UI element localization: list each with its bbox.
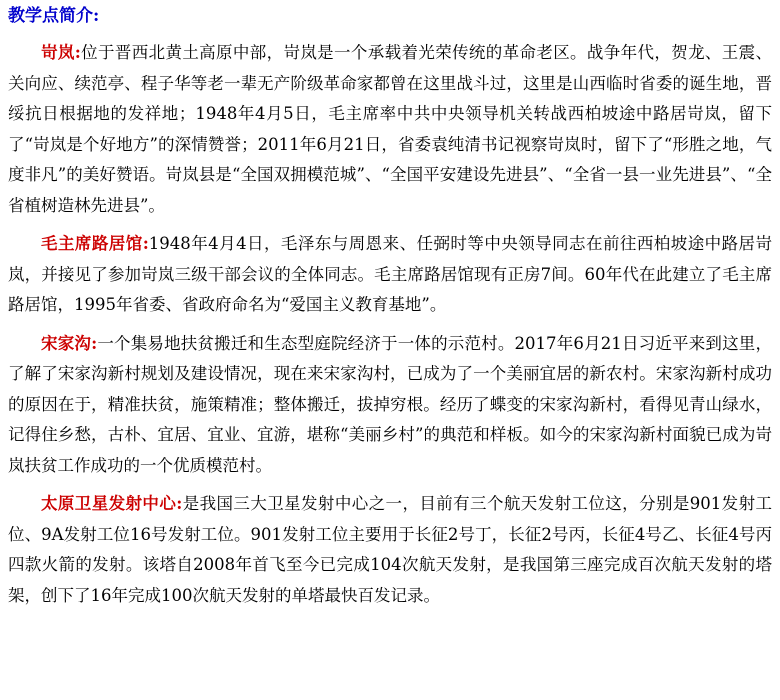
section-term: 宋家沟: (41, 333, 98, 353)
section-body: 一个集易地扶贫搬迁和生态型庭院经济于一体的示范村。2017年6月21日习近平来到这里，了解了宋家沟新村规划及建设情况，现在来宋家沟村，已成为了一个美丽宜居的新农村。宋家沟新村成功的原因在于，精准扶贫，施策精准；整体搬迁，拔掉穷根。经历了蝶变的宋家沟新村，看得见青山绿水，记得住乡愁，古朴、宜居、宜业、宜游，堪称“美丽乡村”的典范和样板。如今的宋家沟新村面貌已成为岢岚扶贫工作成功的一个优质模范村。 (8, 333, 772, 475)
section-kelan (8, 38, 772, 221)
section-term: 毛主席路居馆: (41, 234, 149, 253)
section-mao-residence (8, 229, 772, 321)
document-heading: 教学点简介: (8, 6, 100, 26)
section-term: 岢岚: (41, 43, 81, 62)
section-term: 太原卫星发射中心: (41, 494, 183, 513)
section-body: 1948年4月4日，毛泽东与周恩来、任弼时等中央领导同志在前往西柏坡途中路居岢岚，并接见了参加岢岚三级干部会议的全体同志。毛主席路居馆现有正房7间。60年代在此建立了毛主席路居馆，1995年省委、省政府命名为“爱国主义教育基地”。 (8, 234, 772, 314)
section-body: 是我国三大卫星发射中心之一，目前有三个航天发射工位这，分别是901发射工位、9A发射工位16号发射工位。901发射工位主要用于长征2号丁，长征2号丙，长征4号乙、长征4号丙四款火箭的发射。该塔自2008年首飞至今已完成104次航天发射，是我国第三座完成百次航天发射的塔架，创下了16年完成100次航天发射的单塔最快百发记录。 (8, 494, 772, 605)
section-songjiagou (8, 329, 772, 482)
section-taiyuan-launch-center (8, 489, 772, 611)
section-body: 位于晋西北黄土高原中部，岢岚是一个承载着光荣传统的革命老区。战争年代，贺龙、王震、关向应、续范亭、程子华等老一辈无产阶级革命家都曾在这里战斗过，这里是山西临时省委的诞生地，晋绥抗日根据地的发祥地；1948年4月5日，毛主席率中共中央领导机关转战西柏坡途中路居岢岚，留下了“岢岚是个好地方”的深情赞誉；2011年6月21日，省委袁纯清书记视察岢岚时，留下了“形胜之地，气度非凡”的美好赞语。岢岚县是“全国双拥模范城”、“全国平安建设先进县”、“全省一县一业先进县”、“全省植树造林先进县”。 (8, 43, 773, 215)
